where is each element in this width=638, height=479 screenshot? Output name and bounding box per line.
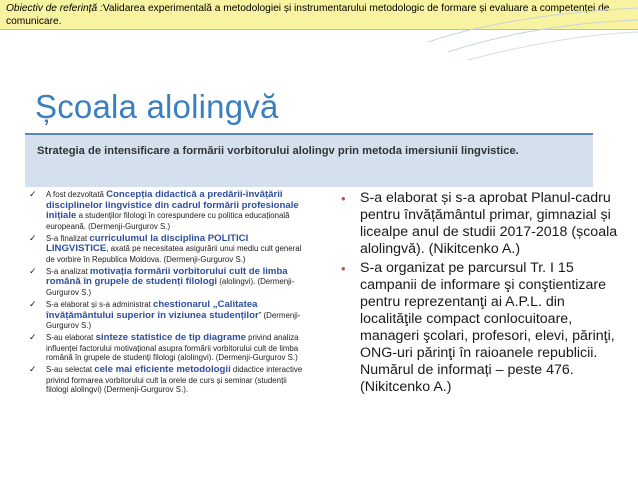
strategy-banner: Strategia de intensificare a formării vorbitorului alolingv prin metoda imersiunii lingvistice.	[25, 133, 593, 187]
item-text: A fost dezvoltată	[46, 190, 107, 199]
item-text: S-a elaborat și s-a aprobat Planul-cadru pentru învățământul primar, gimnazial și licealpe anul de studii 2017-2018 (școala alolingvă). (Nikitcenko A.)	[360, 190, 618, 257]
item-highlight: Concepția didactică a predării-învățării disciplinelor lingvistice din cadrul formării profesionale inițiale	[46, 189, 299, 221]
item-text: S-au elaborat	[46, 333, 96, 343]
item-text: didactice interactive privind formarea vorbitorului cult la orele de curs și seminar (studenții filologi alolingvi) (Dermenji-Gurgurov S.).	[46, 365, 303, 394]
slide-title: Școala alolingvă	[35, 88, 279, 126]
left-list-item	[26, 267, 306, 297]
corner-decoration	[428, 2, 638, 62]
item-text: S-au selectat	[46, 365, 95, 375]
left-list-item	[26, 234, 306, 264]
right-list-item	[340, 190, 622, 258]
checkmark-icon: ✓	[29, 364, 37, 375]
left-list-item	[26, 333, 306, 362]
item-text: S-a analizat	[46, 266, 90, 276]
item-text: S-a finalizat	[46, 233, 90, 243]
item-text: , axată pe necesitatea asigurării unui mediu cult general de vorbire în Republica Moldova. (Dermenji-Gurgurov S.)	[46, 244, 302, 264]
bullet-icon: •	[341, 261, 346, 276]
item-highlight: cele mai eficiente metodologii	[94, 364, 231, 376]
left-list-item	[26, 190, 306, 231]
item-highlight: sinteze statistice de tip diagrame	[95, 332, 246, 344]
checkmark-icon: ✓	[29, 299, 37, 310]
checkmark-icon: ✓	[29, 189, 37, 199]
right-achievements-list	[340, 190, 622, 398]
objective-text: Validarea experimentală a metodologiei și instrumentarului metodologic de formare și evaluare a competenței de comunicare.	[6, 3, 610, 27]
bullet-icon: •	[341, 191, 346, 206]
item-highlight: curriculumul la disciplina POLITICI LINGVISTICE	[46, 232, 249, 255]
item-text: S-a elaborat și s-a administrat	[46, 300, 154, 310]
item-text: S-a organizat pe parcursul Tr. I 15 campanii de informare şi conştientizare pentru reprezentanţi ai A.P.L. din localităţile compact conlocuitoare, manageri şcolari, profesori, elevi, părinţi, ONG-uri părinţi în raioanele republicii. Numărul de informați – peste 476. (Nikitcenko A.)	[360, 260, 615, 395]
item-text: a studenților filologi în corespundere cu politica educațională europeană. (Dermenji-Gurgurov S.)	[46, 211, 290, 231]
left-list-item	[26, 300, 306, 330]
checkmark-icon: ✓	[29, 265, 37, 276]
item-text: ” (Dermenji-Gurgurov S.)	[46, 310, 301, 331]
item-highlight: chestionarul „Calitatea învățământului superior în viziunea studenților	[46, 299, 259, 321]
item-highlight: motivația formării vorbitorului cult de limba română în grupele de studenți filologi	[46, 265, 288, 288]
left-achievements-list	[26, 190, 306, 397]
item-text: privind analiza influenței factorului motivațional asupra formării vorbitorului cult de limba română în grupele de studenți filologi (alolingvi). (Dermenji-Gurgurov S.)	[46, 333, 299, 363]
left-list-item	[26, 365, 306, 394]
checkmark-icon: ✓	[29, 332, 37, 343]
checkmark-icon: ✓	[29, 232, 37, 243]
objective-label: Obiectiv de referință :	[6, 3, 103, 14]
item-text: (alolingvi). (Dermenji-Gurgurov S.)	[46, 277, 295, 297]
right-list-item	[340, 260, 622, 396]
